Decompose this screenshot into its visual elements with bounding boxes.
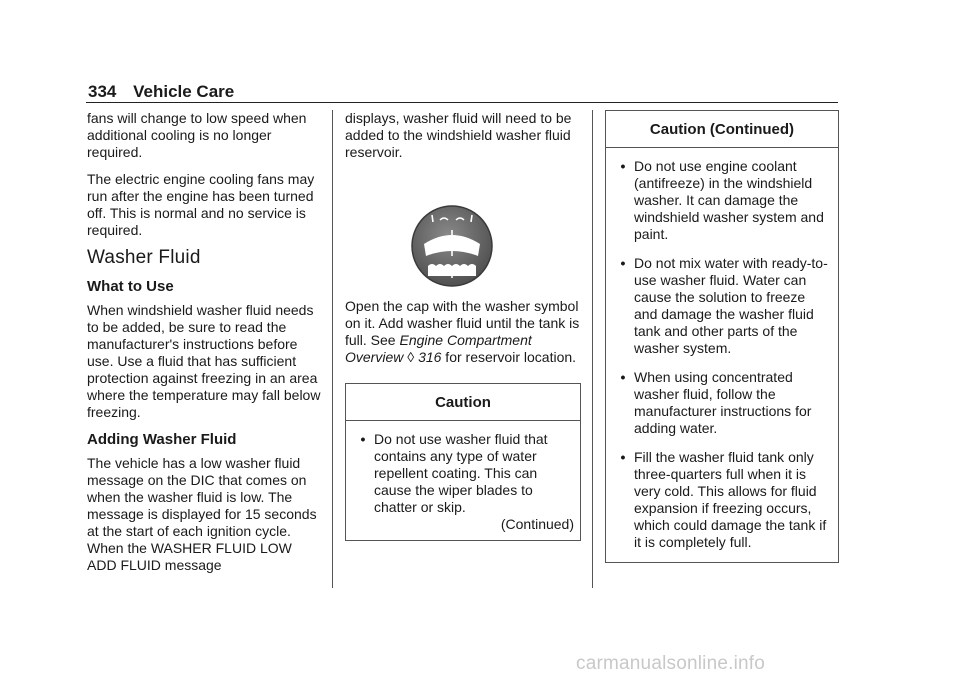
column-divider-1	[332, 110, 333, 588]
page-ref-symbol: ◊	[407, 349, 415, 365]
paragraph: The vehicle has a low washer fluid message on the DIC that comes on when the washer fluid is low. The message is displayed for 15 seconds at the start of each ignition cycle. When the WASHER FLUID LOW ADD FLUID message	[87, 455, 317, 573]
caution-title: Caution	[346, 384, 580, 421]
caution-body	[346, 421, 580, 540]
bullet-marker: •	[620, 255, 626, 271]
caution-bullet: • Do not use washer fluid that contains any type of water repellent coating. This can cause the wiper blades to chatter or skip.	[352, 431, 574, 516]
column-1	[87, 110, 323, 584]
column-divider-2	[592, 110, 593, 588]
watermark: carmanualsonline.info	[576, 653, 766, 674]
bullet-marker: •	[620, 449, 626, 465]
column-2	[345, 110, 581, 541]
paragraph: displays, washer fluid will need to be added to the windshield washer fluid reservoir.	[345, 110, 572, 160]
caution-continued-title: Caution (Continued)	[606, 111, 838, 148]
heading-what-to-use: What to Use	[87, 278, 174, 295]
page-header	[88, 82, 234, 102]
heading-adding-washer-fluid: Adding Washer Fluid	[87, 431, 237, 448]
paragraph: fans will change to low speed when additional cooling is no longer required.	[87, 110, 307, 160]
bullet-marker: •	[620, 369, 626, 385]
section-title: Vehicle Care	[133, 82, 235, 101]
column-3	[605, 110, 839, 563]
paragraph-open-cap: Open the cap with the washer symbol on it. Add washer fluid until the tank is full. See Engine Compartment Overview ◊ 316 for reservoir location.	[345, 298, 580, 365]
caution-continued-box	[605, 110, 839, 563]
caution-bullet: • Fill the washer fluid tank only three-quarters full when it is very cold. This allows for fluid expansion if freezing occurs, which could damage the tank if it is completely full.	[612, 449, 832, 551]
caution-bullet: • Do not use engine coolant (antifreeze) in the windshield washer. It can damage the windshield washer system and paint.	[612, 158, 832, 243]
paragraph: The electric engine cooling fans may run after the engine has been turned off. This is normal and no service is required.	[87, 171, 315, 238]
bullet-marker: •	[620, 158, 626, 174]
page-number: 334	[88, 82, 117, 101]
heading-washer-fluid: Washer Fluid	[87, 247, 201, 268]
caution-bullet: • Do not mix water with ready-to-use washer fluid. Water can cause the solution to freeze and damage the washer fluid tank and other parts of the washer system.	[612, 255, 832, 357]
header-rule	[86, 102, 838, 103]
caution-continued-body	[606, 148, 838, 562]
paragraph: When windshield washer fluid needs to be added, be sure to read the manufacturer's instructions before use. Use a fluid that has sufficient protection against freezing in an area where the temperature may fall below freezing.	[87, 302, 321, 420]
washer-fluid-symbol-icon	[410, 204, 494, 288]
continued-label: (Continued)	[500, 516, 574, 532]
bullet-marker: •	[360, 431, 366, 447]
page-ref-number[interactable]: 316	[418, 349, 442, 365]
link-engine-compartment-overview[interactable]: Engine Compartment Overview	[345, 332, 532, 365]
caution-bullet: • When using concentrated washer fluid, follow the manufacturer instructions for adding water.	[612, 369, 832, 437]
caution-box	[345, 383, 581, 541]
